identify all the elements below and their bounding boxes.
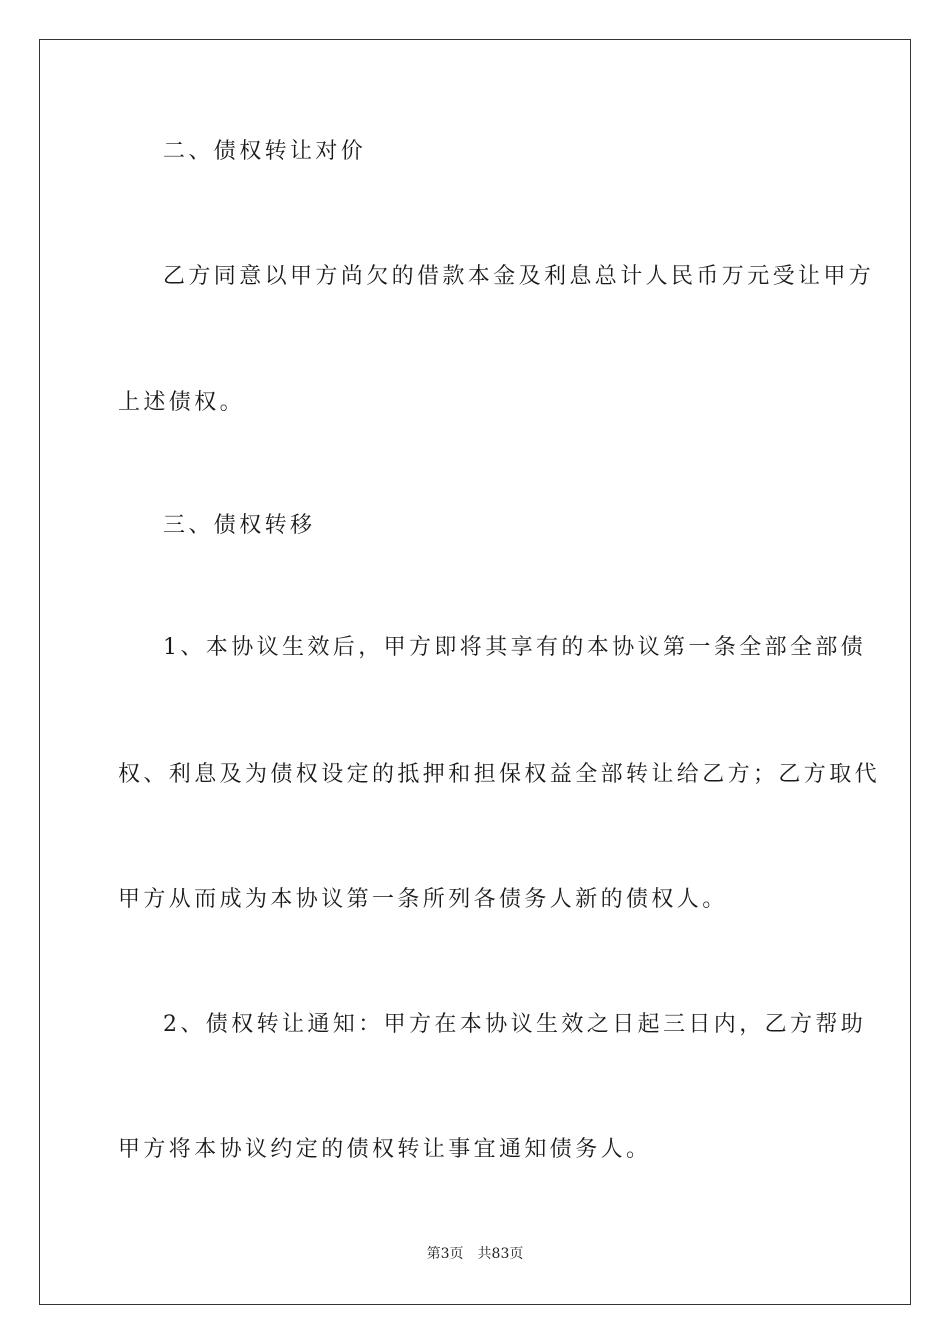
page-number: 第3页	[426, 1246, 464, 1262]
page-total: 共83页	[477, 1246, 524, 1262]
section-heading-consideration: 二、债权转让对价	[163, 139, 367, 164]
page-footer	[0, 1245, 950, 1263]
paragraph-line: 1、本协议生效后，甲方即将其享有的本协议第一条全部全部债	[163, 635, 867, 660]
page-border	[39, 39, 911, 1305]
paragraph-line: 甲方从而成为本协议第一条所列各债务人新的债权人。	[118, 887, 728, 912]
paragraph-line: 乙方同意以甲方尚欠的借款本金及利息总计人民币万元受让甲方	[163, 264, 875, 289]
paragraph-line: 甲方将本协议约定的债权转让事宜通知债务人。	[118, 1137, 652, 1162]
paragraph-line: 上述债权。	[118, 390, 246, 415]
section-heading-transfer: 三、债权转移	[163, 513, 316, 538]
paragraph-line: 权、利息及为债权设定的抵押和担保权益全部转让给乙方；乙方取代	[118, 762, 881, 787]
paragraph-line: 2、债权转让通知：甲方在本协议生效之日起三日内，乙方帮助	[163, 1012, 867, 1037]
